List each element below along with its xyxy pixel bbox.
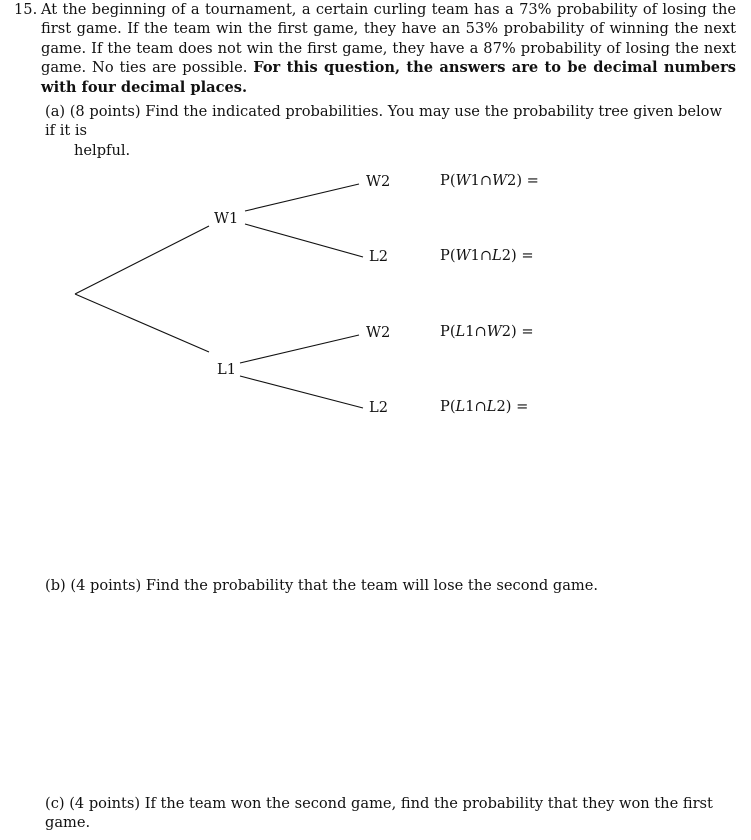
node-l1-w2: W2: [366, 324, 391, 341]
part-b-text: (4 points) Find the probability that the team will lose the second game.: [70, 577, 599, 594]
part-c-label: (c): [45, 795, 65, 812]
prob-w1-and-w2: P(W1∩W2) =: [440, 172, 539, 189]
branch-l1-l2: [240, 376, 363, 408]
node-l1-l2: L2: [369, 399, 388, 416]
prob-w1-and-l2: P(W1∩L2) =: [440, 247, 534, 264]
part-a-label: (a): [45, 103, 66, 120]
branch-root-l1: [75, 294, 209, 352]
part-b-label: (b): [45, 577, 66, 594]
branch-w1-w2: [245, 184, 359, 211]
problem-number: 15.: [14, 1, 38, 18]
node-w1-w2: W2: [366, 173, 391, 190]
node-l1: L1: [217, 361, 236, 378]
problem-text-plain: At the beginning of a tournament, a certain curling team has a 73% probability of losing the first game. If the team win the first game, they have an 53% probability of winning the next game. If the team does not win the first game, they have a 87% probability of losing the next game. No ties are possible.: [41, 1, 736, 77]
prob-l1-and-l2: P(L1∩L2) =: [440, 398, 529, 415]
problem-text-bold: For this question, the answers are to be decimal numbers with four decimal places.: [41, 59, 736, 96]
part-b: [45, 576, 735, 595]
prob-l1-and-w2: P(L1∩W2) =: [440, 323, 534, 340]
node-w1: W1: [214, 210, 239, 227]
part-c: [45, 794, 735, 833]
part-c-text: (4 points) If the team won the second game, find the probability that they won the first game.: [45, 795, 713, 832]
part-a-text: (8 points) Find the indicated probabilities. You may use the probability tree given below if it is: [45, 103, 722, 140]
branch-l1-w2: [240, 335, 359, 363]
part-a-continuation: helpful.: [74, 141, 131, 159]
branch-w1-l2: [245, 224, 363, 257]
branch-root-w1: [75, 226, 209, 294]
node-w1-l2: L2: [369, 248, 388, 265]
